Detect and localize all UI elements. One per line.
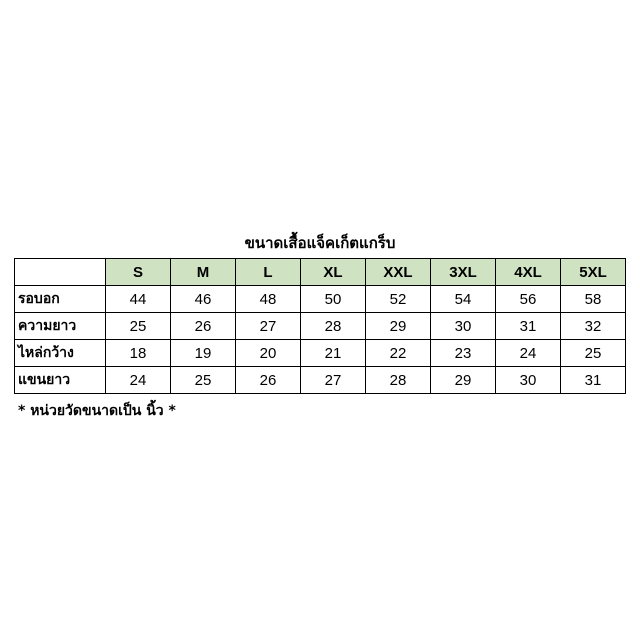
size-header-s: S [106, 259, 171, 286]
row-label: ไหล่กว้าง [15, 340, 106, 367]
size-table [14, 258, 626, 394]
table-cell: 25 [106, 313, 171, 340]
table-cell: 30 [496, 367, 561, 394]
table-cell: 30 [431, 313, 496, 340]
table-cell: 27 [301, 367, 366, 394]
table-cell: 22 [366, 340, 431, 367]
table-cell: 29 [366, 313, 431, 340]
table-cell: 19 [171, 340, 236, 367]
size-header-xl: XL [301, 259, 366, 286]
row-label: ความยาว [15, 313, 106, 340]
table-cell: 23 [431, 340, 496, 367]
table-cell: 25 [561, 340, 626, 367]
unit-note: * หน่วยวัดขนาดเป็น นิ้ว * [18, 403, 176, 419]
table-cell: 24 [106, 367, 171, 394]
size-header-5xl: 5XL [561, 259, 626, 286]
table-cell: 18 [106, 340, 171, 367]
table-cell: 27 [236, 313, 301, 340]
table-cell: 32 [561, 313, 626, 340]
table-cell: 24 [496, 340, 561, 367]
table-cell: 56 [496, 286, 561, 313]
row-label: แขนยาว [15, 367, 106, 394]
table-cell: 54 [431, 286, 496, 313]
row-label: รอบอก [15, 286, 106, 313]
table-cell: 29 [431, 367, 496, 394]
table-cell: 28 [301, 313, 366, 340]
table-row-sleeve [15, 367, 626, 394]
table-cell: 28 [366, 367, 431, 394]
table-cell: 21 [301, 340, 366, 367]
size-header-m: M [171, 259, 236, 286]
header-row [15, 259, 626, 286]
table-row-length [15, 313, 626, 340]
table-cell: 50 [301, 286, 366, 313]
chart-title: ขนาดเสื้อแจ็คเก็ตแกร็บ [244, 234, 396, 252]
table-row-chest [15, 286, 626, 313]
table-cell: 58 [561, 286, 626, 313]
table-cell: 31 [561, 367, 626, 394]
table-cell: 26 [171, 313, 236, 340]
corner-cell [15, 259, 106, 286]
table-row-shoulder [15, 340, 626, 367]
size-header-l: L [236, 259, 301, 286]
table-cell: 48 [236, 286, 301, 313]
table-cell: 25 [171, 367, 236, 394]
table-cell: 52 [366, 286, 431, 313]
table-cell: 20 [236, 340, 301, 367]
table-cell: 26 [236, 367, 301, 394]
size-header-xxl: XXL [366, 259, 431, 286]
table-cell: 31 [496, 313, 561, 340]
table-cell: 44 [106, 286, 171, 313]
size-header-3xl: 3XL [431, 259, 496, 286]
table-cell: 46 [171, 286, 236, 313]
size-header-4xl: 4XL [496, 259, 561, 286]
